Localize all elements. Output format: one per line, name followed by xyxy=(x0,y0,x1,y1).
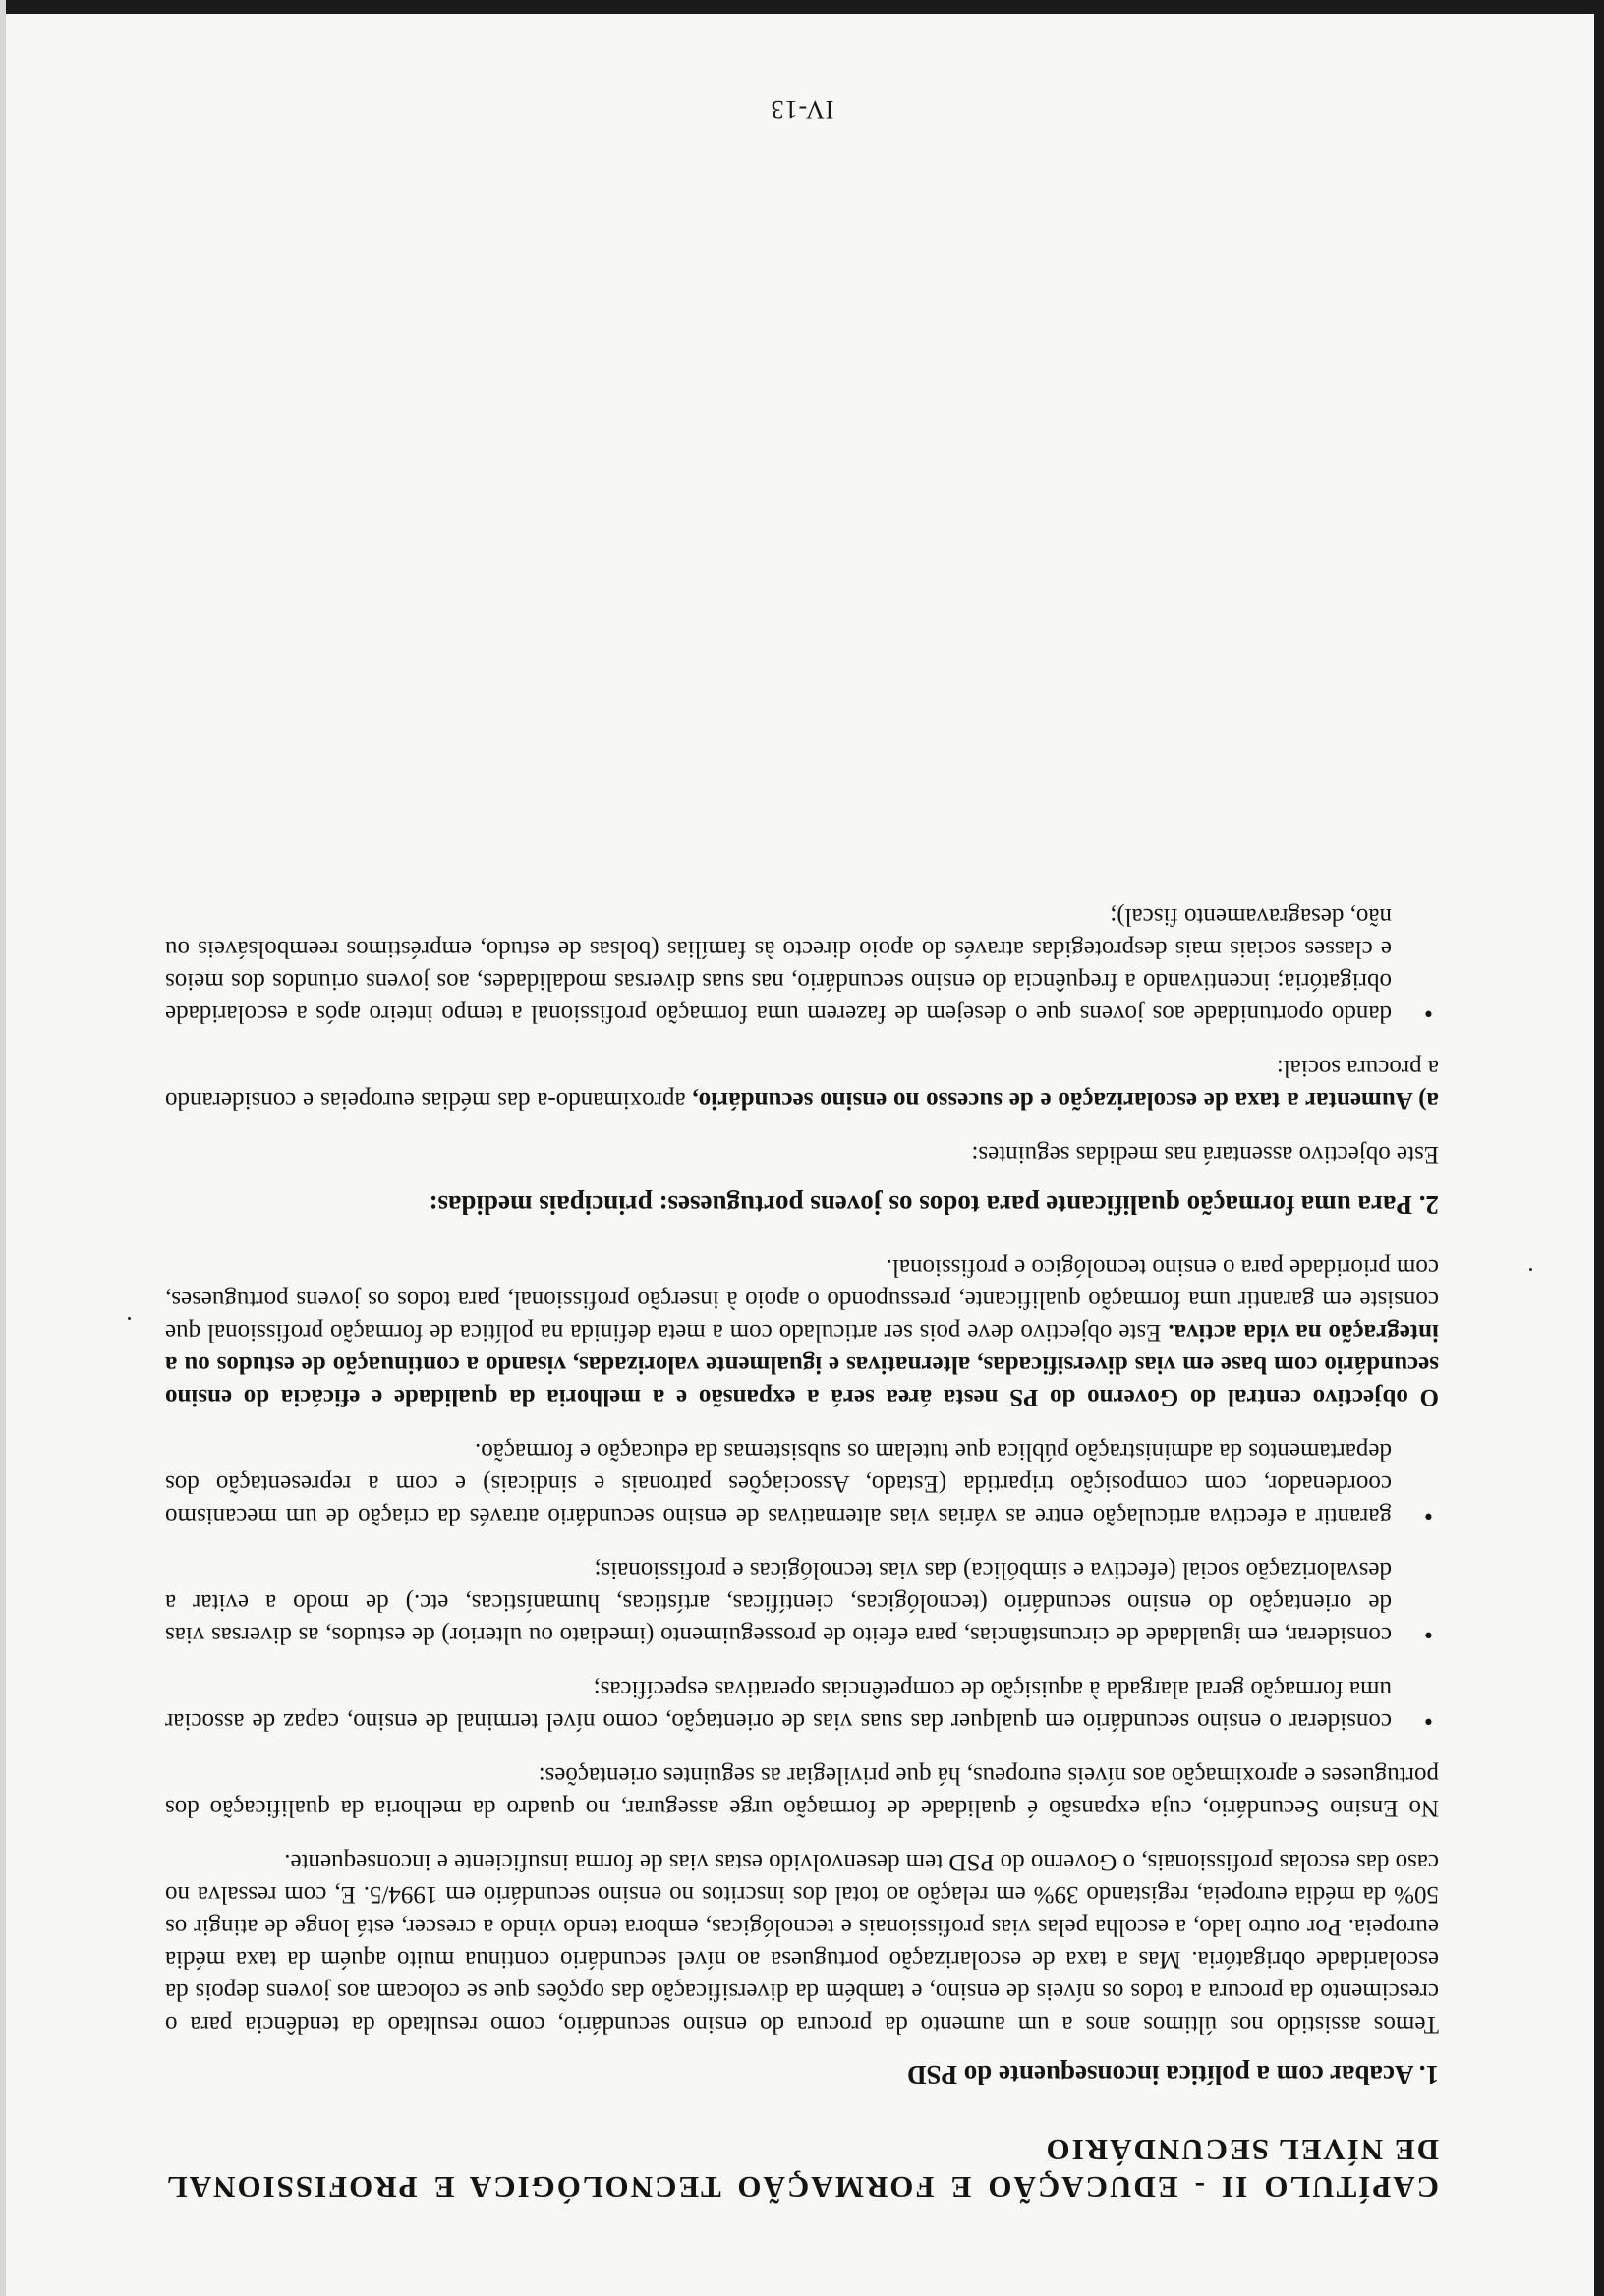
section-2-intro: Este objectivo assentará nas medidas seguintes: xyxy=(971,1141,1439,1168)
scan-speck xyxy=(1529,1268,1532,1271)
section-1-heading: 1. Acabar com a política inconsequente do PSD xyxy=(906,2060,1439,2090)
document-body xyxy=(165,879,1439,2206)
page-number: IV-13 xyxy=(770,95,834,124)
section-2-bullet-list xyxy=(165,900,1439,1030)
measure-a-bold: a) Aumentar a taxa de escolarização e de sucesso no ensino secundário, xyxy=(692,1087,1439,1114)
chapter-title: CAPÍTULO II - EDUCAÇÃO E FORMAÇÃO TECNOLÓGICA E PROFISSIONAL DE NÍVEL SECUNDÁRIO xyxy=(165,2133,1439,2205)
section-2-heading: 2. Para uma formação qualificante para todos os jovens portugueses: principais medidas: xyxy=(429,1190,1439,1220)
section-1-paragraph: No Ensino Secundário, cuja expansão é qualidade de formação urge assegurar, no quadro da melhoria da qualificação dos portugueses e aproximação aos níveis europeus, há que privilegiar as seguintes orientações: xyxy=(165,1762,1439,1821)
section-1-bullet-list xyxy=(165,1435,1439,1738)
measure-a-text: aproximando-a das médias europeias e considerando a procura social: xyxy=(165,1055,1439,1114)
section-1-paragraph: Temos assistido nos últimos anos a um aumento da procura do ensino secundário, como resultado da tendência para o crescimento da procura a todos os níveis de ensino, e também da diversificação das opções que se colocam aos jovens depois da escolaridade obrigatória. Mas a taxa de escolarização portuguesa ao nível secundário continua muito aquém da taxa média europeia. Por outro lado, a escolha pelas vias profissionais e tecnológicas, embora tendo vindo a crescer, está longe de atingir os 50% da média europeia, registando 39% em relação ao total dos inscritos no ensino secundário em 1994/5. E, com ressalva no caso das escolas profissionais, o Governo do PSD tem desenvolvido estas vias de forma insuficiente e inconsequente. xyxy=(165,1849,1439,2038)
bullet-item: • garantir a efectiva articulação entre as várias vias alternativas de ensino secundário através da criação de um mecanismo coordenador, com composição tripartida (Estado, Associações patronais e sindicais) e com a representação dos departamentos da administração pública que tutelam os subsistemas da educação e formação. xyxy=(165,1435,1439,1532)
bullet-item: • considerar, em igualdade de circunstâncias, para efeito de prosseguimento (imediato ou ulterior) de estudos, as diversas vias de orientação do ensino secundário (tecnológicas, científicas, artísticas, humanísticas, etc.) de modo a evitar a desvalorização social (efectiva e simbólica) das vias tecnológicas e profissionais; xyxy=(165,1554,1439,1651)
scan-speck xyxy=(128,1317,131,1320)
central-objective-text: Este objectivo deve pois ser articulado com a meta definida na política de formação profissional que consiste em garantir uma formação qualificante, pressupondo o apoio à inserção profissional, para todos os jovens portugueses, com prioridade para o ensino tecnológico e profissional. xyxy=(165,1254,1439,1346)
central-objective-bold: O objectivo central do Governo do PS nesta área será a expansão e a melhoria da qualidade e eficácia do ensino secundário com base em vias diversificadas, alternativas e igualmente valorizadas, visando a continuação de estudos ou a integração na vida activa. xyxy=(165,1319,1439,1410)
central-objective-paragraph xyxy=(165,1251,1439,1413)
bullet-item: • dando oportunidade aos jovens que o desejem de fazerem uma formação profissional a tempo inteiro após a escolaridade obrigatória; incentivando a frequência do ensino secundário, nas suas diversas modalidades, aos jovens oriundos dos meios e classes sociais mais desprotegidas através do apoio directo às famílias (bolsas de estudo, empréstimos reembolsáveis ou não, desagravamento fiscal); xyxy=(165,900,1439,1030)
measure-a-paragraph xyxy=(165,1052,1439,1117)
bullet-item: • considerar o ensino secundário em qualquer das suas vias de orientação, como nível terminal de ensino, capaz de associar uma formação geral alargada à aquisição de competências operativas específicas; xyxy=(165,1673,1439,1738)
